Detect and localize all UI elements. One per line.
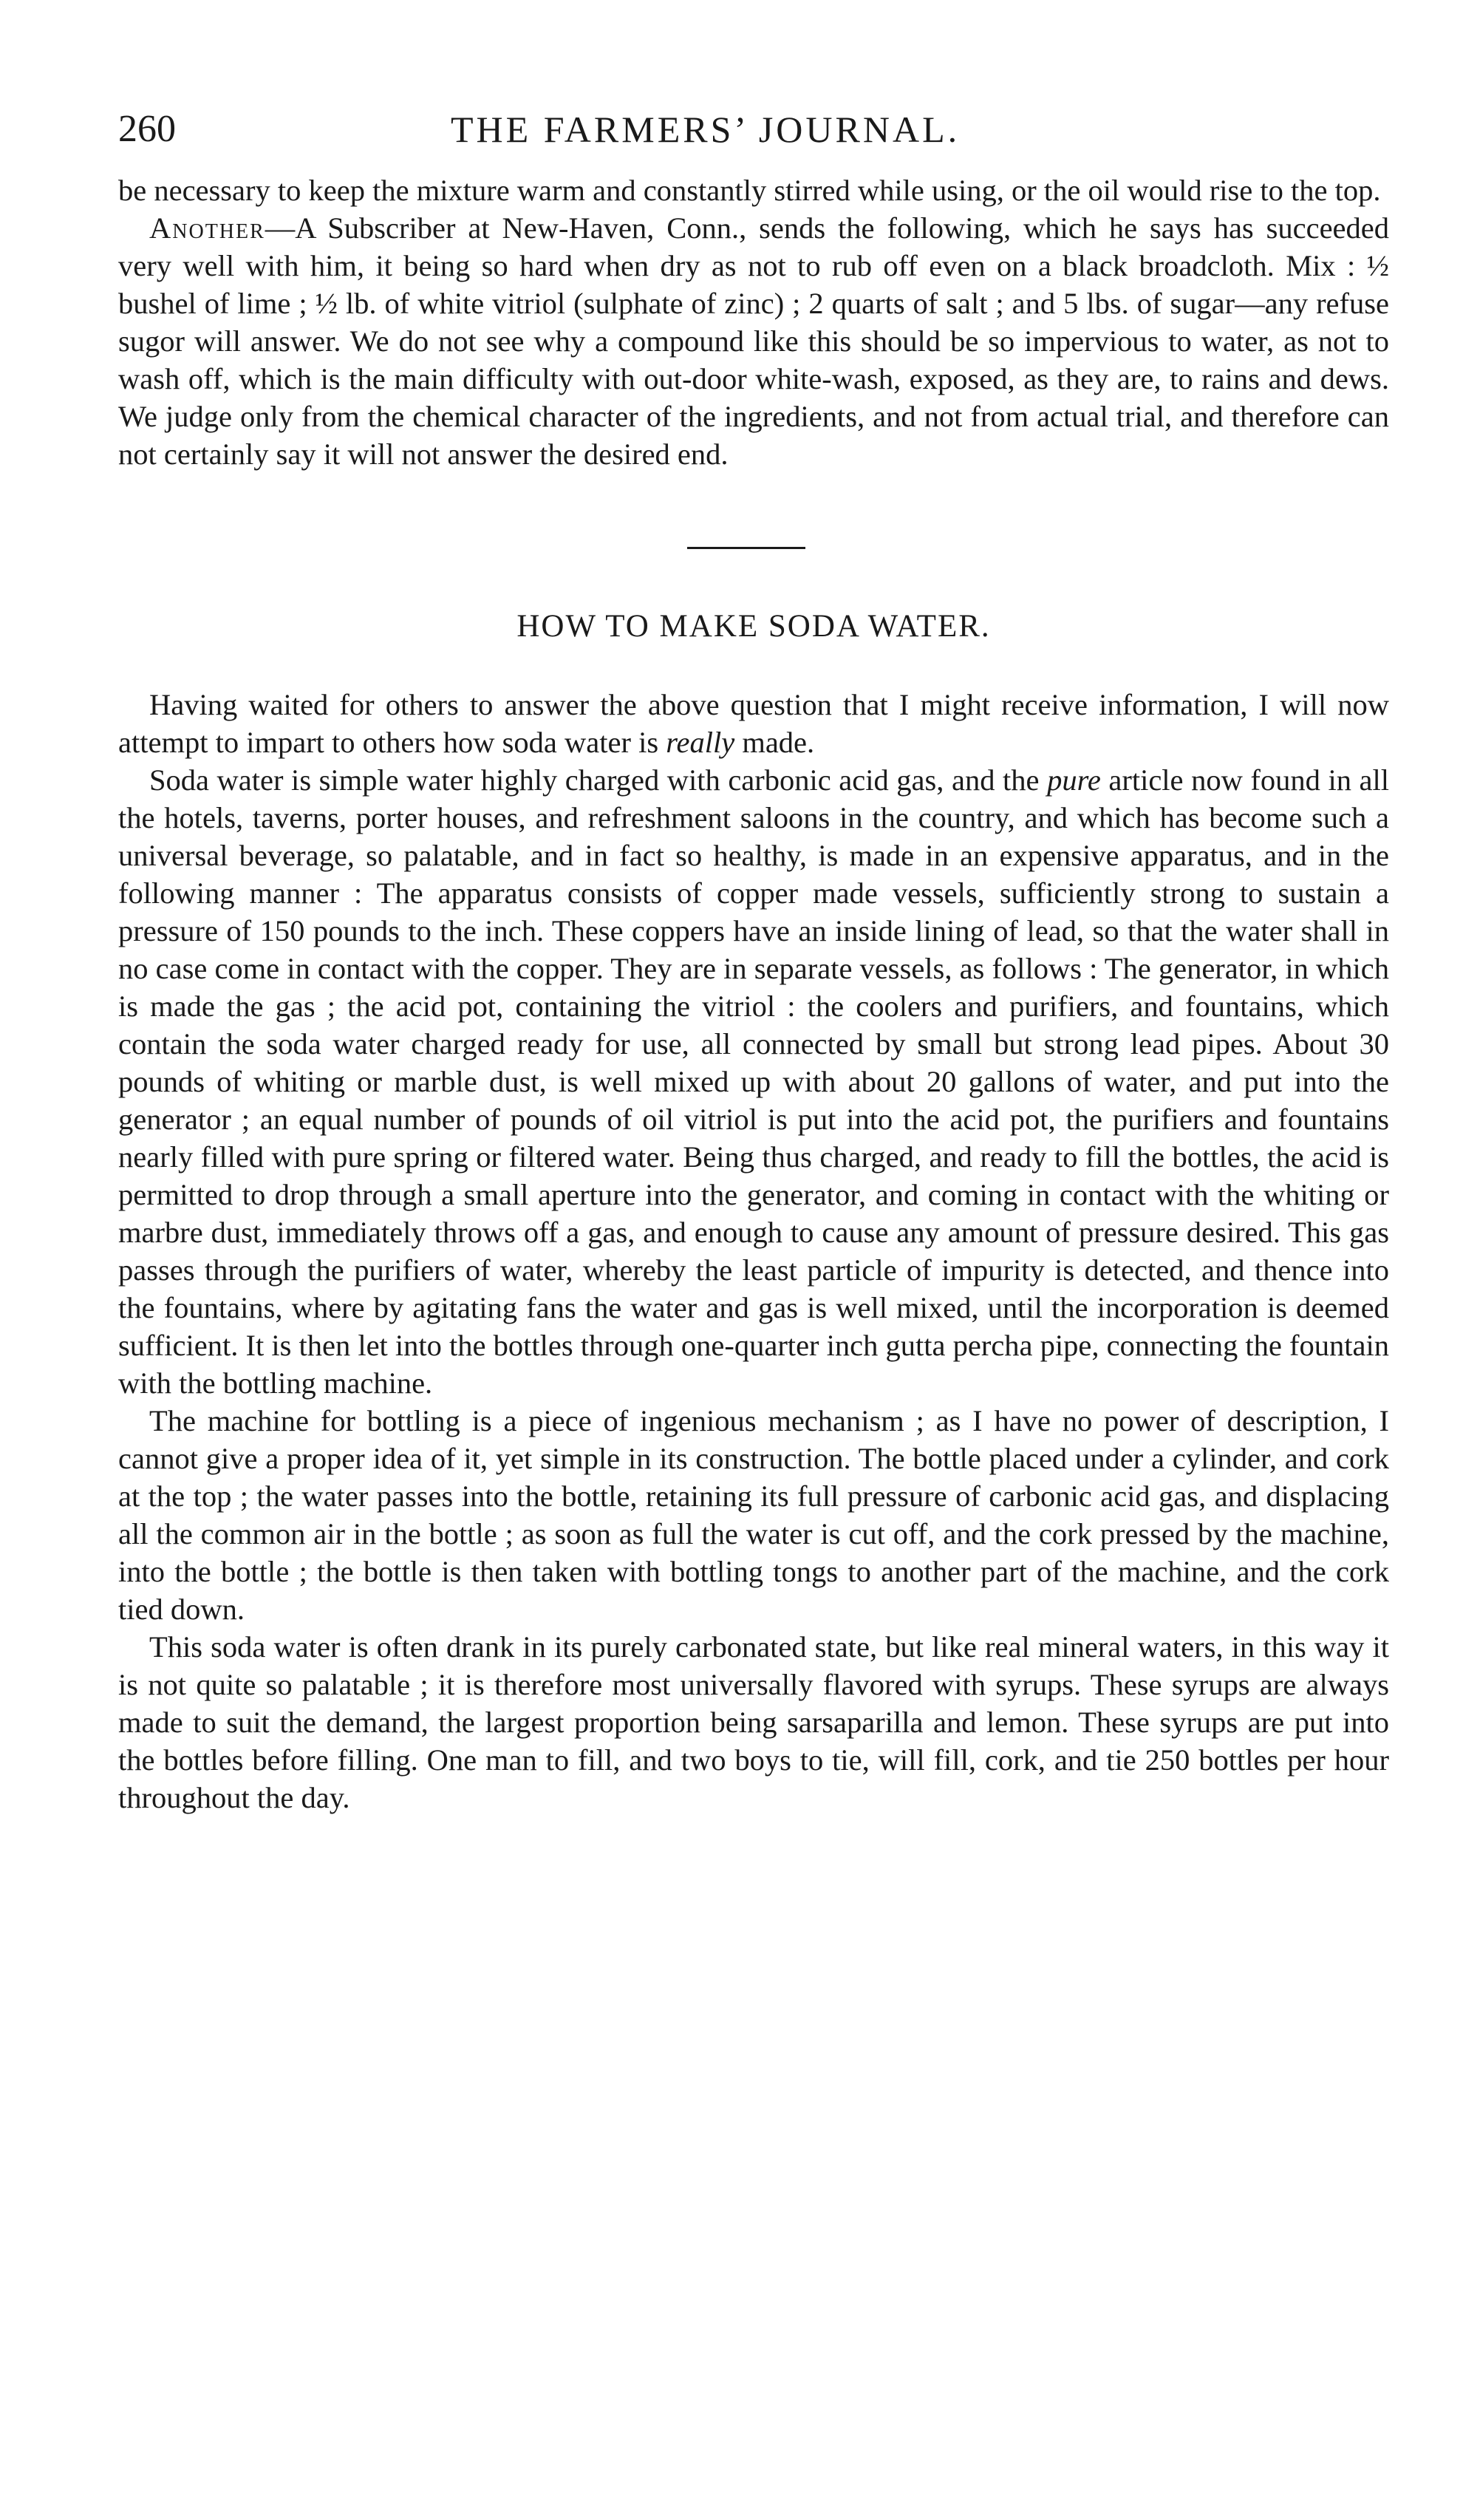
another-lead-word: Another xyxy=(149,211,265,245)
body-paragraph xyxy=(118,686,1389,761)
continued-paragraph: be necessary to keep the mixture warm and constantly stirred while using, or the oil would rise to the top. xyxy=(118,174,1381,207)
section-divider xyxy=(687,547,805,549)
body-paragraph xyxy=(118,1628,1389,1816)
journal-page xyxy=(118,103,1389,1816)
italic-word: really xyxy=(666,726,735,759)
section-title: HOW TO MAKE SODA WATER. xyxy=(516,609,991,644)
body-paragraph xyxy=(118,761,1389,1402)
paragraph-text: Having waited for others to answer the above question that I might receive information, I will now attempt to impart to others how soda water is xyxy=(118,688,1389,759)
journal-title: THE FARMERS’ JOURNAL. xyxy=(451,109,961,150)
paragraph-text: Soda water is simple water highly charged with carbonic acid gas, and the xyxy=(149,763,1048,797)
paragraph-text: The machine for bottling is a piece of ingenious mechanism ; as I have no power of description, I cannot give a proper idea of it, yet simple in its construction. The bottle placed under a cylinder, and cork at the top ; the water passes into the bottle, retaining its full pressure of carbonic acid gas, and displacing all the common air in the bottle ; as soon as full the water is cut off, and the cork pressed by the machine, into the bottle ; the bottle is then taken with bottling tongs to another part of the machine, and the cork tied down. xyxy=(118,1404,1389,1626)
another-recipe-paragraph xyxy=(118,209,1389,473)
running-head xyxy=(118,103,1389,163)
italic-word: pure xyxy=(1047,763,1101,797)
paragraph-text: This soda water is often drank in its purely carbonated state, but like real mineral waters, in this way it is not quite so palatable ; it is therefore most universally flavored with syrups. These syrups are always made to suit the demand, the largest proportion being sarsaparilla and lemon. These syrups are put into the bottles before filling. One man to fill, and two boys to tie, will fill, cork, and tie 250 bottles per hour throughout the day. xyxy=(118,1630,1389,1814)
body-paragraph xyxy=(118,1402,1389,1628)
paragraph-text-continued: made. xyxy=(734,726,815,759)
page-number: 260 xyxy=(118,108,176,150)
paragraph-text-continued: article now found in all the hotels, taverns, porter houses, and refreshment saloons in the country, and which has become such a universal beverage, so palatable, and in fact so healthy, is made in an expensive apparatus, and in the following manner : The apparatus consists of copper made vessels, sufficiently strong to sustain a pressure of 150 pounds to the inch. These coppers have an inside lining of lead, so that the water shall in no case come in contact with the copper. They are in separate vessels, as follows : The generator, in which is made the gas ; the acid pot, containing the vitriol : the coolers and purifiers, and fountains, which contain the soda water charged ready for use, all connected by small but strong lead pipes. About 30 pounds of whiting or marble dust, is well mixed up with about 20 gallons of water, and put into the generator ; an equal number of pounds of oil vitriol is put into the acid pot, the purifiers and fountains nearly filled with pure spring or filtered water. Being thus charged, and ready to fill the bottles, the acid is permitted to drop through a small aperture into the generator, and coming in contact with the whiting or marbre dust, immediately throws off a gas, and enough to cause any amount of pressure desired. This gas passes through the purifiers of water, whereby the least particle of impurity is detected, and thence into the fountains, where by agitating fans the water and gas is well mixed, until the incorporation is deemed sufficient. It is then let into the bottles through one-quarter inch gutta percha pipe, connecting the fountain with the bottling machine. xyxy=(118,763,1390,1400)
another-recipe-text: —A Subscriber at New-Haven, Conn., sends the following, which he says has succeeded very well with him, it being so hard when dry as not to rub off even on a black broadcloth. Mix : ½ bushel of lime ; ½ lb. of white vitriol (sulphate of zinc) ; 2 quarts of salt ; and 5 lbs. of sugar—any refuse sugor will answer. We do not see why a compound like this should be so impervious to water, as not to wash off, which is the main difficulty with out-door white-wash, exposed, as they are, to rains and dews. We judge only from the chemical character of the ingredients, and not from actual trial, and therefore can not certainly say it will not answer the desired end. xyxy=(118,211,1389,471)
